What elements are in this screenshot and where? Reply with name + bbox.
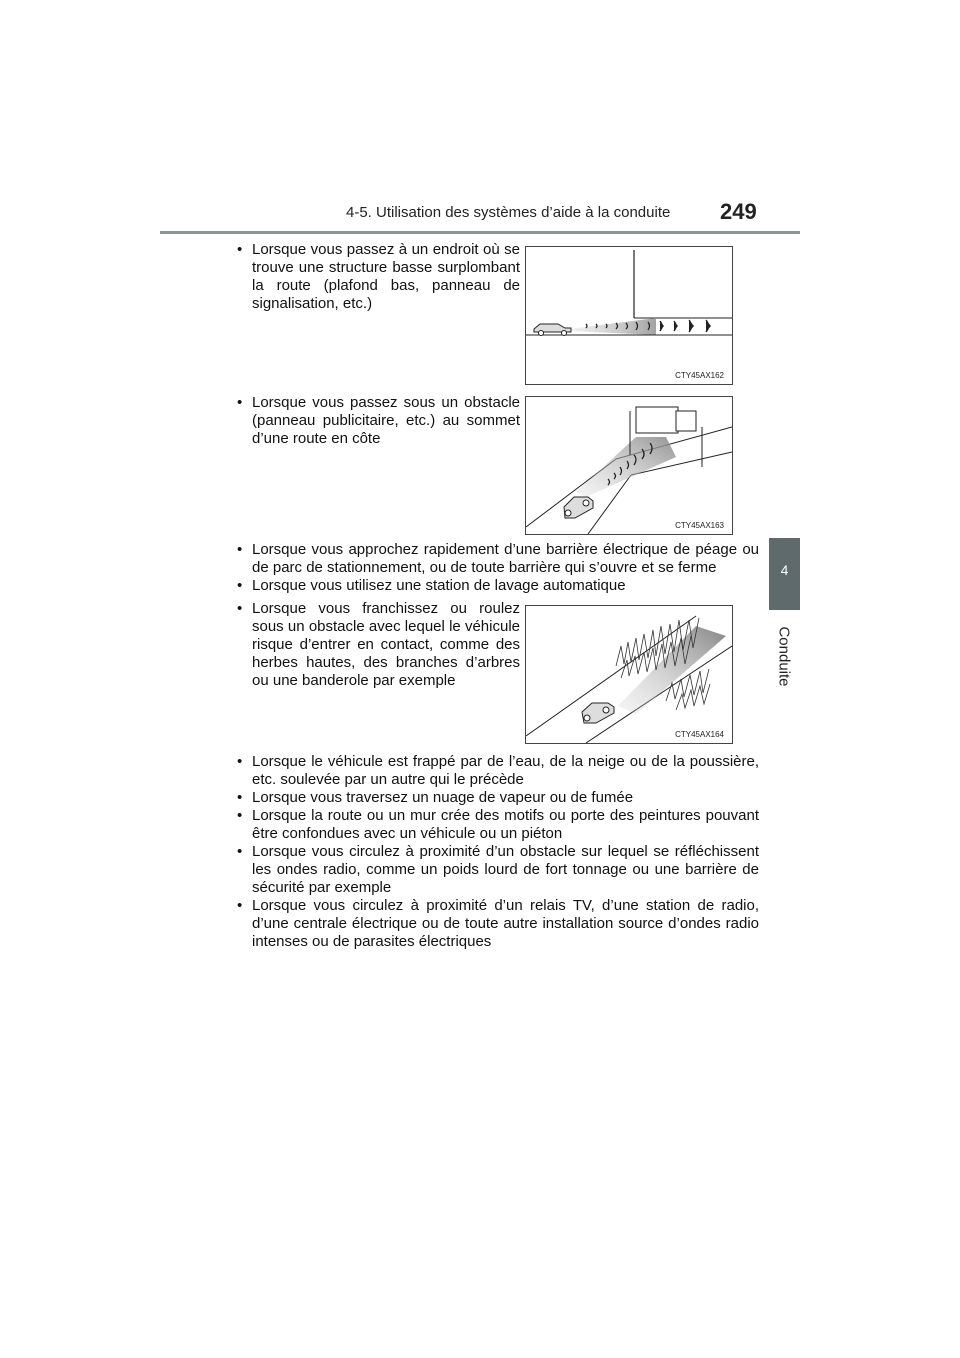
list-item: • Lorsque vous utilisez une station de lavage automatique [237, 577, 759, 595]
list-item: • Lorsque vous circulez à proximité d’un relais TV, d’une station de radio, d’une centrale électrique ou de toute autre installation source d’ondes radio intenses ou de parasites électriques [237, 897, 759, 951]
figure-hill-sign [525, 396, 733, 535]
list-item: • Lorsque vous traversez un nuage de vapeur ou de fumée [237, 789, 759, 807]
figure-tall-grass [525, 605, 733, 744]
list-item: • Lorsque vous circulez à proximité d’un obstacle sur lequel se réfléchissent les ondes radio, comme un poids lourd de fort tonnage ou une barrière de sécurité par exemple [237, 843, 759, 897]
chapter-label [760, 626, 808, 686]
list-item: • Lorsque la route ou un mur crée des motifs ou porte des peintures pouvant être confondues avec un véhicule ou un piéton [237, 807, 759, 843]
figure-code: CTY45AX164 [675, 730, 724, 739]
chapter-label-text: Conduite [775, 625, 793, 687]
list-item: • Lorsque vous passez à un endroit où se trouve une structure basse surplombant la route (plafond bas, panneau de signalisation, etc.) [237, 241, 520, 313]
section-title: 4-5. Utilisation des systèmes d’aide à la conduite [346, 204, 671, 221]
list-item: • Lorsque vous approchez rapidement d’une barrière électrique de péage ou de parc de stationnement, ou de toute barrière qui s’ouvre et se ferme [237, 541, 759, 577]
tall-grass-illustration [526, 606, 732, 743]
list-item: • Lorsque le véhicule est frappé par de l’eau, de la neige ou de la poussière, etc. soulevée par un autre qui le précède [237, 753, 759, 789]
figure-code: CTY45AX163 [675, 521, 724, 530]
figure-code: CTY45AX162 [675, 371, 724, 380]
hill-sign-illustration [526, 397, 732, 534]
list-item: • Lorsque vous passez sous un obstacle (panneau publicitaire, etc.) au sommet d’une route en côte [237, 394, 520, 448]
figure-low-structure [525, 246, 733, 385]
chapter-tab [769, 538, 800, 610]
list-item: • Lorsque vous franchissez ou roulez sous un obstacle avec lequel le véhicule risque d’entrer en contact, comme des herbes hautes, des branches d’arbres ou une banderole par exemple [237, 600, 520, 690]
low-structure-illustration [526, 247, 732, 384]
page-number: 249 [720, 199, 757, 224]
header-rule [160, 231, 800, 234]
chapter-number: 4 [780, 562, 789, 578]
